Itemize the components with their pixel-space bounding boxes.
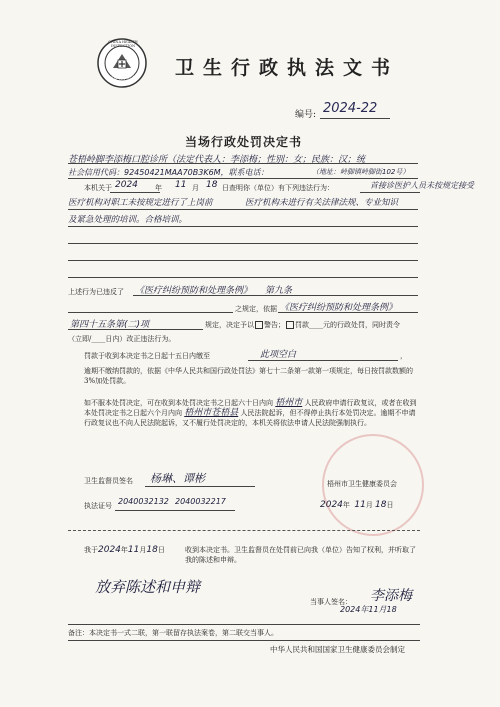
facts-intro-2: 日查明你（单位）有下列违法行为：	[222, 184, 334, 192]
penalty-law: 《医疗纠纷预防和处理条例》	[280, 303, 398, 313]
certificate-number-2: 2040032217	[175, 497, 226, 506]
inspector-signatures: 杨琳、谭彬	[150, 472, 205, 485]
facts-year-unit: 年	[155, 184, 162, 192]
party-line-1: 苍梧岭脚李添梅口腔诊所（法定代表人：李添梅；性别：女；民族：汉；统	[68, 155, 366, 165]
receipt-text: 收到本决定书。卫生监督员在处罚前已向我（单位）告知了权利，并听取了我的陈述和申辩。	[185, 546, 416, 564]
correction-order-text: （立即/____日内）改正违法行为。	[68, 335, 176, 343]
issuing-organization: 梧州市卫生健康委员会	[327, 480, 397, 488]
facts-act-b: 医疗机构对职工未按规定进行了上岗前	[68, 198, 213, 208]
party-signature: 李添梅	[370, 588, 412, 604]
facts-intro: 本机关于	[84, 184, 112, 192]
certificate-underline	[115, 510, 235, 511]
penalty-decision-text: 规定，决定予以 警告； 罚款____元的行政处罚，同时责令	[205, 321, 400, 329]
payment-place: 此项空白	[260, 350, 297, 360]
footer-maker: 中华人民共和国国家卫生健康委员会制定	[270, 645, 405, 654]
serial-value: 2024-22	[323, 101, 378, 116]
facts-year-underline	[110, 192, 160, 193]
warning-checkbox	[255, 321, 263, 329]
facts-act-a: 首接诊医护人员未按规定接受	[370, 181, 474, 190]
party-sign-date: 2024年11月18	[340, 605, 397, 614]
facts-underline-1	[68, 209, 418, 210]
facts-act-d: 及紧急处理的培训。合格培训。	[68, 215, 188, 225]
facts-underline-3	[68, 243, 418, 244]
violation-underline-1	[133, 295, 418, 296]
party-line-2: 社会信用代码：92450421MAA70B3K6M，联系电话：	[68, 168, 269, 177]
violated-law: 《医疗纠纷预防和处理条例》	[135, 286, 253, 296]
fine-checkbox	[286, 321, 294, 329]
party-address: （地址：岭脚镇岭脚街102号）	[312, 168, 410, 176]
footer-rule-2	[68, 640, 420, 641]
inspector-underline	[145, 486, 255, 487]
certificate-number-1: 2040032132	[118, 497, 169, 506]
penalty-article: 第四十五条第(二)项	[70, 320, 150, 330]
violation-underline-4	[68, 329, 203, 330]
section-divider	[68, 530, 420, 531]
footer-note: 备注：本决定书一式二联，第一联留存执法案卷，第二联交当事人。	[68, 629, 278, 637]
receipt-date: 我于2024年11月18日	[84, 545, 165, 555]
serial-label: 编号:	[295, 110, 317, 120]
footer-rule	[68, 624, 420, 625]
facts-underline-4	[68, 260, 418, 261]
emblem-ring-text: CHINA HEALTH INSPECTION	[108, 40, 138, 48]
violated-article: 第九条	[265, 286, 293, 296]
facts-year: 2024	[115, 180, 138, 190]
payment-underline	[248, 360, 398, 361]
party-underline-1	[68, 163, 418, 164]
certificate-label: 执法证号	[84, 502, 112, 510]
facts-underline-5	[68, 277, 418, 278]
inspector-sign-label: 卫生监督员签名	[84, 477, 133, 485]
facts-underline-2	[68, 226, 418, 227]
facts-act-c: 医疗机构未进行有关法律法规、专业知识	[245, 198, 399, 208]
serial-underline	[320, 118, 390, 119]
violation-underline-2	[68, 312, 233, 313]
facts-month-unit: 月	[192, 184, 199, 192]
payment-comma: ，	[400, 352, 407, 360]
emblem-label: 中国卫生监督	[106, 76, 137, 82]
party-underline-2	[68, 178, 418, 179]
header-title: 卫生行政执法文书	[175, 57, 400, 79]
facts-month: 11	[175, 180, 187, 190]
facts-act-underline-0	[360, 192, 420, 193]
party-statement: 放弃陈述和申辩	[95, 578, 201, 596]
violation-underline-3	[278, 312, 418, 313]
payment-text: 罚款于收到本决定书之日起十五日内缴至	[84, 352, 210, 360]
party-sign-label: 当事人签名：	[310, 598, 352, 606]
facts-day: 18	[206, 180, 218, 190]
violation-basis-label: 之规定，依据	[235, 305, 277, 313]
violation-intro: 上述行为已违反了	[68, 288, 124, 296]
document-title: 当场行政处罚决定书	[185, 135, 303, 149]
appeal-text: 如不服本处罚决定，可在收到本处罚决定书之日起六十日内向 梧州市 人民政府申请行政复议，或者在收到本处罚决定书之日起六个月内向 梧州市苍梧县 人民法院起诉，但不得停止执行本处罚决定。逾期不申请行政复议也不向人民法院起诉，又不履行处罚决定的，本机关将依法申请人民法院强制执行。	[84, 398, 417, 427]
issue-date: 2024年 11月 18日	[320, 500, 394, 510]
late-payment-text: 逾期不缴纳罚款的，依据《中华人民共和国行政处罚法》第七十二条第一款第一项规定，每日按罚款数额的3%加处罚款。	[84, 367, 413, 385]
